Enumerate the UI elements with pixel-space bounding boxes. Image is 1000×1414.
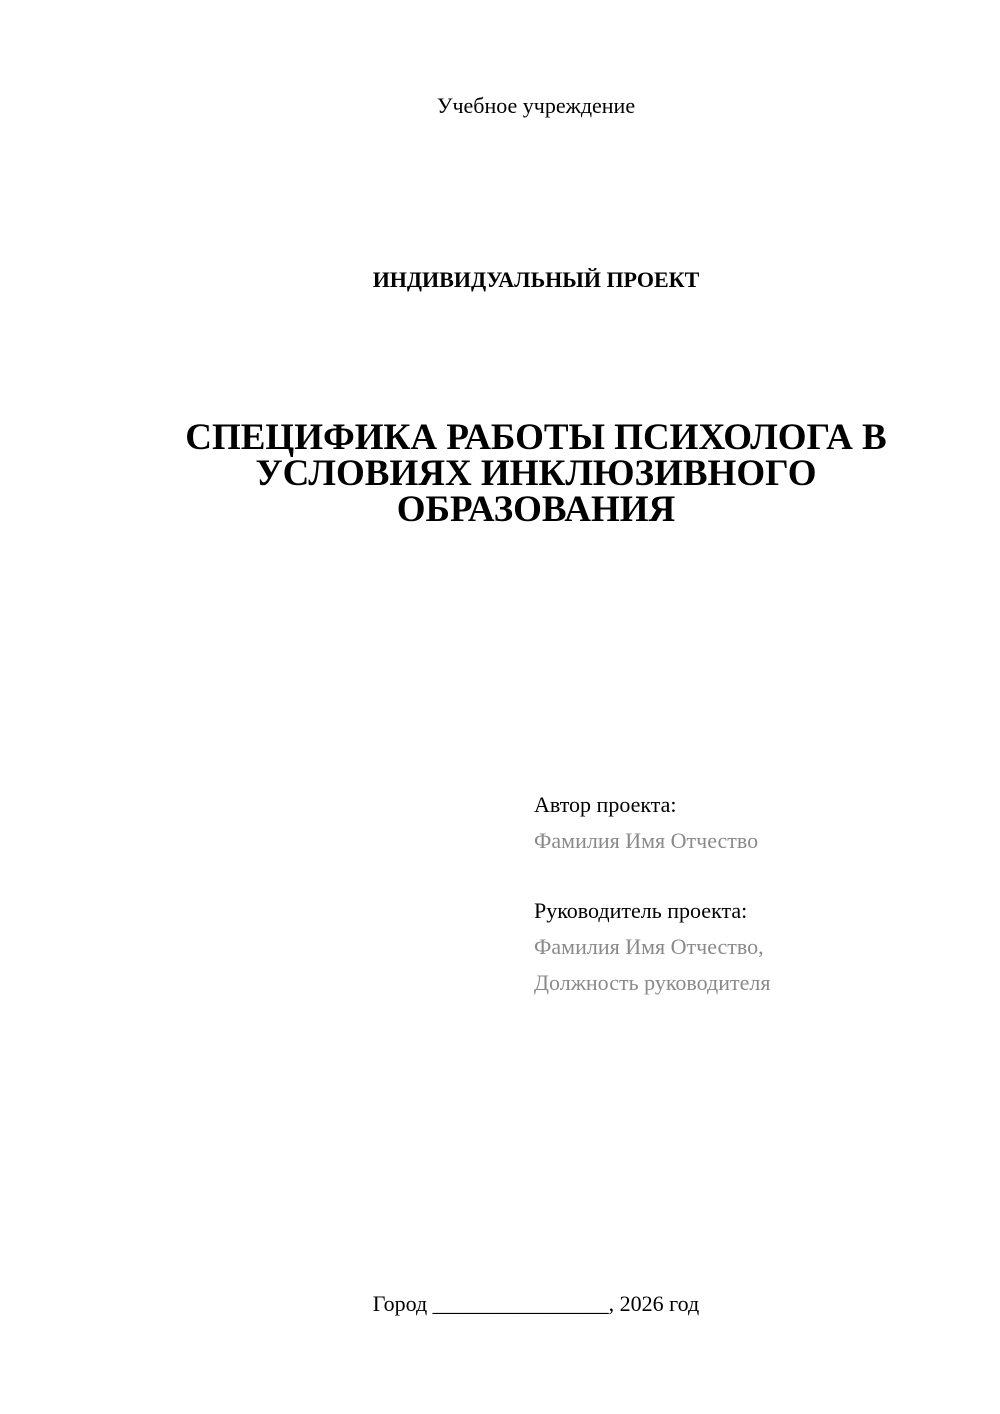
project-title-line-2: УСЛОВИЯХ ИНКЛЮЗИВНОГО — [255, 453, 817, 494]
institution-name: Учебное учреждение — [436, 93, 636, 118]
project-title-line-3: ОБРАЗОВАНИЯ — [396, 489, 676, 530]
supervisor-block — [534, 893, 974, 1001]
project-title-line-1: СПЕЦИФИКА РАБОТЫ ПСИХОЛОГА В — [185, 417, 887, 458]
city-year-footer: Город ________________, 2026 год — [372, 1291, 700, 1316]
supervisor-position: Должность руководителя — [534, 970, 771, 995]
project-type-heading: ИНДИВИДУАЛЬНЫЙ ПРОЕКТ — [372, 267, 700, 292]
author-block — [534, 787, 974, 859]
project-title — [150, 417, 922, 530]
supervisor-label: Руководитель проекта: — [534, 898, 748, 923]
supervisor-name: Фамилия Имя Отчество, — [534, 934, 764, 959]
author-label: Автор проекта: — [534, 792, 677, 817]
author-name: Фамилия Имя Отчество — [534, 828, 759, 853]
